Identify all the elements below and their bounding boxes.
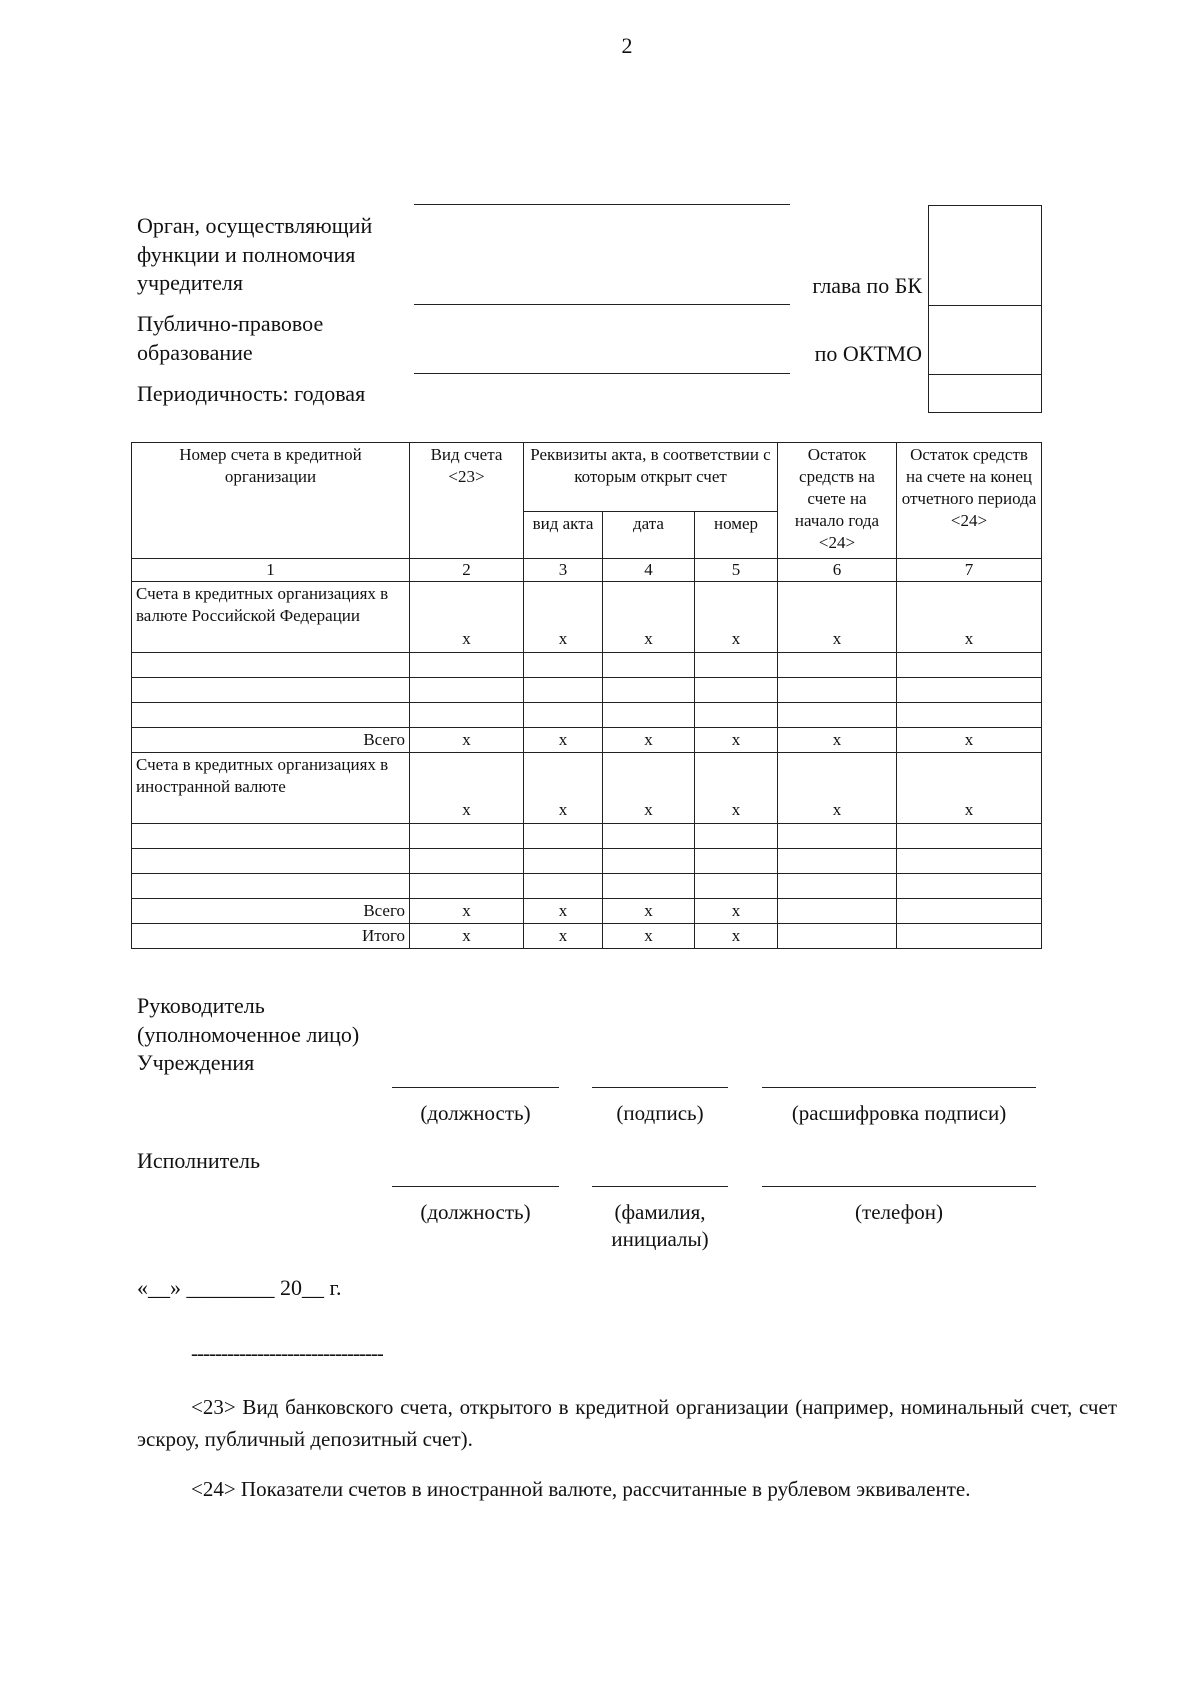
na-mark: x: [778, 753, 897, 824]
table-cell[interactable]: [695, 653, 778, 678]
head-signature-line[interactable]: [592, 1087, 728, 1088]
date-line[interactable]: «__» ________ 20__ г.: [137, 1275, 342, 1300]
na-mark: x: [897, 753, 1042, 824]
table-cell[interactable]: [695, 824, 778, 849]
position-caption: (должность): [420, 1101, 531, 1125]
header-act-number: номер: [695, 512, 778, 559]
header-balance-end: Остаток средств на счете на конец отчетного периода <24>: [897, 443, 1042, 559]
table-cell[interactable]: [410, 678, 524, 703]
na-mark: x: [524, 728, 603, 753]
periodicity-label: Периодичность: годовая: [137, 381, 366, 406]
oktmo-label: по ОКТМО: [814, 341, 922, 366]
table-cell[interactable]: [132, 653, 410, 678]
executor-label: Исполнитель: [137, 1148, 261, 1173]
header-balance-start: Остаток средств на счете на начало года <24>: [778, 443, 897, 559]
na-mark: x: [695, 899, 778, 924]
code-box: [928, 205, 1042, 413]
header-act-type: вид акта: [524, 512, 603, 559]
footnote-24: <24> Показатели счетов в иностранной валюте, рассчитанные в рублевом эквиваленте.: [191, 1477, 971, 1501]
founder-fill-line[interactable]: [414, 304, 790, 305]
table-cell[interactable]: [695, 678, 778, 703]
table-cell[interactable]: [132, 874, 410, 899]
section-rub-label: Счета в кредитных организациях в валюте Российской Федерации: [132, 582, 410, 653]
table-cell[interactable]: [897, 653, 1042, 678]
na-mark: x: [695, 728, 778, 753]
total-label: Всего: [132, 899, 410, 924]
na-mark: x: [603, 899, 695, 924]
page-number: 2: [621, 33, 633, 58]
na-mark: x: [410, 753, 524, 824]
table-cell[interactable]: [695, 874, 778, 899]
table-cell[interactable]: [897, 703, 1042, 728]
bk-label: глава по БК: [812, 273, 922, 298]
table-cell[interactable]: [778, 849, 897, 874]
head-label: Руководитель (уполномоченное лицо) Учреждения: [137, 993, 360, 1076]
column-number-row: [132, 559, 1042, 582]
na-mark: x: [603, 753, 695, 824]
table-cell[interactable]: [524, 824, 603, 849]
table-cell[interactable]: [410, 824, 524, 849]
column-number: 7: [897, 559, 1042, 582]
total-label: Всего: [132, 728, 410, 753]
na-mark: x: [695, 924, 778, 949]
table-cell[interactable]: [603, 874, 695, 899]
table-cell[interactable]: [603, 653, 695, 678]
header-row-1: [132, 443, 1042, 512]
founder-label: Орган, осуществляющий функции и полномочия учредителя: [137, 213, 373, 296]
table-cell[interactable]: [778, 653, 897, 678]
table-cell[interactable]: [524, 874, 603, 899]
entity-fill-line[interactable]: [414, 373, 790, 374]
na-mark: x: [603, 728, 695, 753]
table-row: [132, 703, 1042, 728]
executor-position-line[interactable]: [392, 1186, 559, 1187]
table-cell[interactable]: [778, 924, 897, 949]
na-mark: x: [897, 582, 1042, 653]
na-mark: x: [524, 753, 603, 824]
na-mark: x: [603, 582, 695, 653]
section-foreign-label: Счета в кредитных организациях в иностранной валюте: [132, 753, 410, 824]
table-cell[interactable]: [897, 899, 1042, 924]
na-mark: x: [410, 899, 524, 924]
table-row: [132, 678, 1042, 703]
table-cell[interactable]: [410, 849, 524, 874]
surname-initials-caption: (фамилия, инициалы): [611, 1200, 709, 1252]
column-number: 2: [410, 559, 524, 582]
grand-total-row: [132, 924, 1042, 949]
table-cell[interactable]: [410, 653, 524, 678]
section-rub-row: [132, 582, 1042, 653]
bk-code-cell[interactable]: [929, 206, 1041, 306]
table-cell[interactable]: [524, 653, 603, 678]
signature-decode-caption: (расшифровка подписи): [791, 1101, 1007, 1125]
table-cell[interactable]: [897, 824, 1042, 849]
na-mark: x: [524, 582, 603, 653]
na-mark: x: [603, 924, 695, 949]
table-cell[interactable]: [897, 678, 1042, 703]
table-cell[interactable]: [778, 824, 897, 849]
table-cell[interactable]: [778, 899, 897, 924]
na-mark: x: [524, 924, 603, 949]
table-row: [132, 653, 1042, 678]
footnote-23: <23> Вид банковского счета, открытого в кредитной организации (например, номинальный счет, счет эскроу, публичный депозитный счет).: [137, 1395, 1117, 1451]
na-mark: x: [410, 582, 524, 653]
table-cell[interactable]: [132, 703, 410, 728]
table-cell[interactable]: [603, 678, 695, 703]
na-mark: x: [695, 582, 778, 653]
table-cell[interactable]: [132, 824, 410, 849]
table-cell[interactable]: [778, 678, 897, 703]
na-mark: x: [897, 728, 1042, 753]
table-cell[interactable]: [695, 703, 778, 728]
oktmo-code-cell[interactable]: [929, 306, 1041, 375]
section-foreign-row: [132, 753, 1042, 824]
header-act-date: дата: [603, 512, 695, 559]
table-cell[interactable]: [132, 678, 410, 703]
phone-caption: (телефон): [855, 1200, 943, 1224]
column-number: 6: [778, 559, 897, 582]
table-cell[interactable]: [603, 703, 695, 728]
table-cell[interactable]: [603, 824, 695, 849]
column-number: 5: [695, 559, 778, 582]
table-cell[interactable]: [778, 874, 897, 899]
header-account-number: Номер счета в кредитной организации: [132, 443, 410, 559]
grand-total-label: Итого: [132, 924, 410, 949]
section-rub-total-row: [132, 728, 1042, 753]
table-cell[interactable]: [410, 703, 524, 728]
table-row: [132, 849, 1042, 874]
table-cell[interactable]: [603, 849, 695, 874]
table-cell[interactable]: [410, 874, 524, 899]
header-account-type: Вид счета <23>: [410, 443, 524, 559]
na-mark: x: [695, 753, 778, 824]
accounts-table: [131, 442, 1042, 949]
footnote-separator: --------------------------------: [191, 1341, 383, 1365]
entity-label: Публично-правовое образование: [137, 311, 324, 365]
table-cell[interactable]: [897, 874, 1042, 899]
na-mark: x: [410, 924, 524, 949]
na-mark: x: [778, 728, 897, 753]
column-number: 3: [524, 559, 603, 582]
head-position-line[interactable]: [392, 1087, 559, 1088]
table-row: [132, 824, 1042, 849]
executor-name-line[interactable]: [592, 1186, 728, 1187]
head-decode-line[interactable]: [762, 1087, 1036, 1088]
column-number: 4: [603, 559, 695, 582]
na-mark: x: [410, 728, 524, 753]
executor-phone-line[interactable]: [762, 1186, 1036, 1187]
na-mark: x: [778, 582, 897, 653]
table-cell[interactable]: [524, 703, 603, 728]
table-cell[interactable]: [897, 849, 1042, 874]
signature-caption: (подпись): [616, 1101, 704, 1125]
na-mark: x: [524, 899, 603, 924]
table-cell[interactable]: [897, 924, 1042, 949]
table-cell[interactable]: [778, 703, 897, 728]
executor-position-caption: (должность): [420, 1200, 531, 1224]
section-foreign-total-row: [132, 899, 1042, 924]
table-cell[interactable]: [132, 849, 410, 874]
table-cell[interactable]: [695, 849, 778, 874]
founder-top-line: [414, 204, 790, 205]
table-row: [132, 874, 1042, 899]
table-cell[interactable]: [524, 849, 603, 874]
header-act-details: Реквизиты акта, в соответствии с которым открыт счет: [524, 443, 778, 512]
table-cell[interactable]: [524, 678, 603, 703]
column-number: 1: [132, 559, 410, 582]
